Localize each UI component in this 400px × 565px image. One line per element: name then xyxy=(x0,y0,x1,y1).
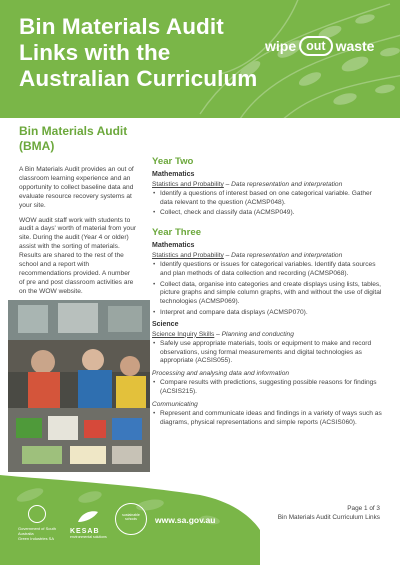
year-two-heading: Year Two xyxy=(152,156,194,167)
list-item: • Safely use appropriate materials, tools or equipment to make and record observations, using formal measurements and digital technologies as appropriate (ACSIS055). xyxy=(152,340,384,367)
crest-icon xyxy=(28,505,46,523)
intro-column xyxy=(19,120,137,303)
year-three-maths-subject: Mathematics xyxy=(152,242,195,250)
list-item: • Represent and communicate ideas and findings in a variety of ways such as diagrams, physical representations and simple reports (ACSIS060). xyxy=(152,410,384,428)
audit-paragraph: WOW audit staff work with students to audit a days' worth of material from your site. During the audit (Year 4 or older) assist with the sorting of materials. Results are shared to the rest of the school and a report with recommendations provided. A number of pre and post classroom activities are on the WOW website. xyxy=(19,216,137,295)
list-item: • Identify questions or issues for categorical variables. Identify data sources and plan methods of data collection and recording (ACMSP068). xyxy=(152,261,384,279)
year-two-list xyxy=(152,190,384,218)
list-item: • Collect data, organise into categories and create displays using lists, tables, picture graphs and simple column graphs, with and without the use of digital technologies (ACMSP069). xyxy=(152,281,384,308)
wipe-out-waste-logo: wipe out waste xyxy=(265,38,375,54)
year-three-maths-list xyxy=(152,261,384,317)
intro-paragraph: A Bin Materials Audit provides an out of classroom learning experience and an opportunity to collect baseline data and evaluate resource recovery systems at your site. xyxy=(19,166,134,209)
list-item: • Compare results with predictions, suggesting possible reasons for findings (ACSIS215). xyxy=(152,379,384,397)
curriculum-column xyxy=(152,156,384,430)
page-info xyxy=(278,505,380,522)
year-three-science-strand: Science Inquiry Skills – Planning and conducting xyxy=(152,330,294,338)
processing-heading: Processing and analysing data and information xyxy=(152,370,290,378)
kesab-leaf-icon xyxy=(76,510,100,524)
footer xyxy=(0,475,400,565)
gov-sa-logo: Government of South Australia Green Industries SA xyxy=(18,505,64,541)
list-item: • Identify a questions of interest based on one categorical variable. Gather data relevant to the question (ACMSP048). xyxy=(152,190,384,208)
communicating-list xyxy=(152,410,384,428)
year-three-science-subject: Science xyxy=(152,320,179,328)
bma-heading: Bin Materials Audit (BMA) xyxy=(19,124,128,153)
sustainable-schools-badge: sustainable schools xyxy=(115,503,147,535)
year-three-heading: Year Three xyxy=(152,227,202,239)
year-two-subject: Mathematics xyxy=(152,171,195,178)
processing-list xyxy=(152,379,384,397)
kesab-logo: KESAB environmental solutions xyxy=(70,510,107,539)
page-number: Page 1 of 3 xyxy=(347,505,380,512)
year-three-maths-strand: Statistics and Probability – Data representation and interpretation xyxy=(152,252,343,260)
page-title: Bin Materials Audit Links with the Australian Curriculum xyxy=(19,14,258,91)
list-item: • Interpret and compare data displays (ACMSP070). xyxy=(152,309,384,318)
students-sorting-photo xyxy=(8,300,150,472)
header-banner xyxy=(0,0,400,118)
year-two-strand: Statistics and Probability – Data representation and interpretation xyxy=(152,181,343,188)
website-url[interactable]: www.sa.gov.au xyxy=(155,515,216,525)
year-three-science-list xyxy=(152,340,384,367)
doc-title: Bin Materials Audit Curriculum Links xyxy=(277,513,380,521)
list-item: • Collect, check and classify data (ACMSP049). xyxy=(152,209,384,218)
communicating-heading: Communicating xyxy=(152,401,198,409)
